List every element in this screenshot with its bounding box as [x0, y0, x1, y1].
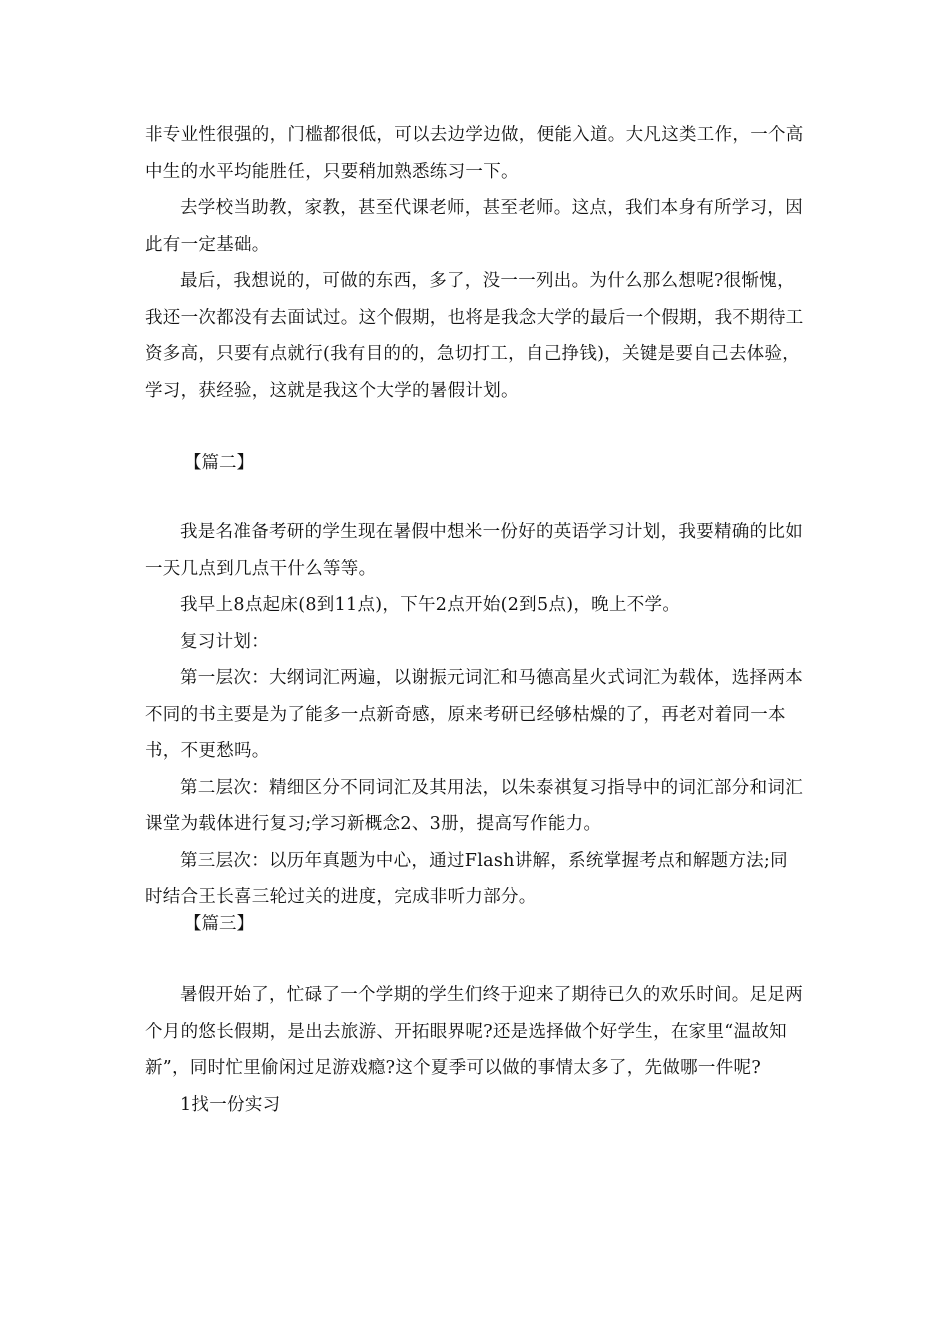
paragraph-9: 第三层次：以历年真题为中心，通过Flash讲解，系统掌握考点和解题方法;同时结合王长喜三轮过关的进度，完成非听力部分。 — [145, 850, 788, 907]
paragraph-3: 最后，我想说的，可做的东西，多了，没一一列出。为什么那么想呢?很惭愧，我还一次都没有去面试过。这个假期，也将是我念大学的最后一个假期，我不期待工资多高，只要有点就行(我有目的的，急切打工，自己挣钱)，关键是要自己去体验，学习，获经验，这就是我这个大学的暑假计划。 — [145, 271, 804, 401]
paragraph-2: 去学校当助教，家教，甚至代课老师，甚至老师。这点，我们本身有所学习，因此有一定基础。 — [145, 198, 803, 255]
paragraph-5: 我早上8点起床(8到11点)，下午2点开始(2到5点)，晚上不学。 — [180, 595, 681, 615]
section-2-text — [145, 514, 805, 916]
paragraph-11: 1找一份实习 — [180, 1094, 281, 1115]
paragraph-4: 我是名准备考研的学生现在暑假中想米一份好的英语学习计划，我要精确的比如一天几点到几点干什么等等。 — [145, 522, 803, 579]
section-3-heading: 【篇三】 — [184, 914, 254, 934]
section-2-heading: 【篇二】 — [184, 453, 254, 473]
section-1-text — [145, 117, 805, 409]
paragraph-8: 第二层次：精细区分不同词汇及其用法，以朱泰祺复习指导中的词汇部分和词汇课堂为载体进行复习;学习新概念2、3册，提高写作能力。 — [145, 777, 803, 834]
section-3-text — [145, 977, 805, 1123]
paragraph-1: 非专业性很强的，门槛都很低，可以去边学边做，便能入道。大凡这类工作，一个高中生的水平均能胜任，只要稍加熟悉练习一下。 — [145, 125, 804, 182]
paragraph-6: 复习计划： — [180, 631, 269, 652]
paragraph-10: 暑假开始了，忙碌了一个学期的学生们终于迎来了期待已久的欢乐时间。足足两个月的悠长假期，是出去旅游、开拓眼界呢?还是选择做个好学生，在家里“温故知新”，同时忙里偷闲过足游戏瘾?这个夏季可以做的事情太多了，先做哪一件呢? — [145, 985, 803, 1078]
paragraph-7: 第一层次：大纲词汇两遍，以谢振元词汇和马德高星火式词汇为载体，选择两本不同的书主要是为了能多一点新奇感，原来考研已经够枯燥的了，再老对着同一本书，不更愁吗。 — [145, 668, 803, 761]
